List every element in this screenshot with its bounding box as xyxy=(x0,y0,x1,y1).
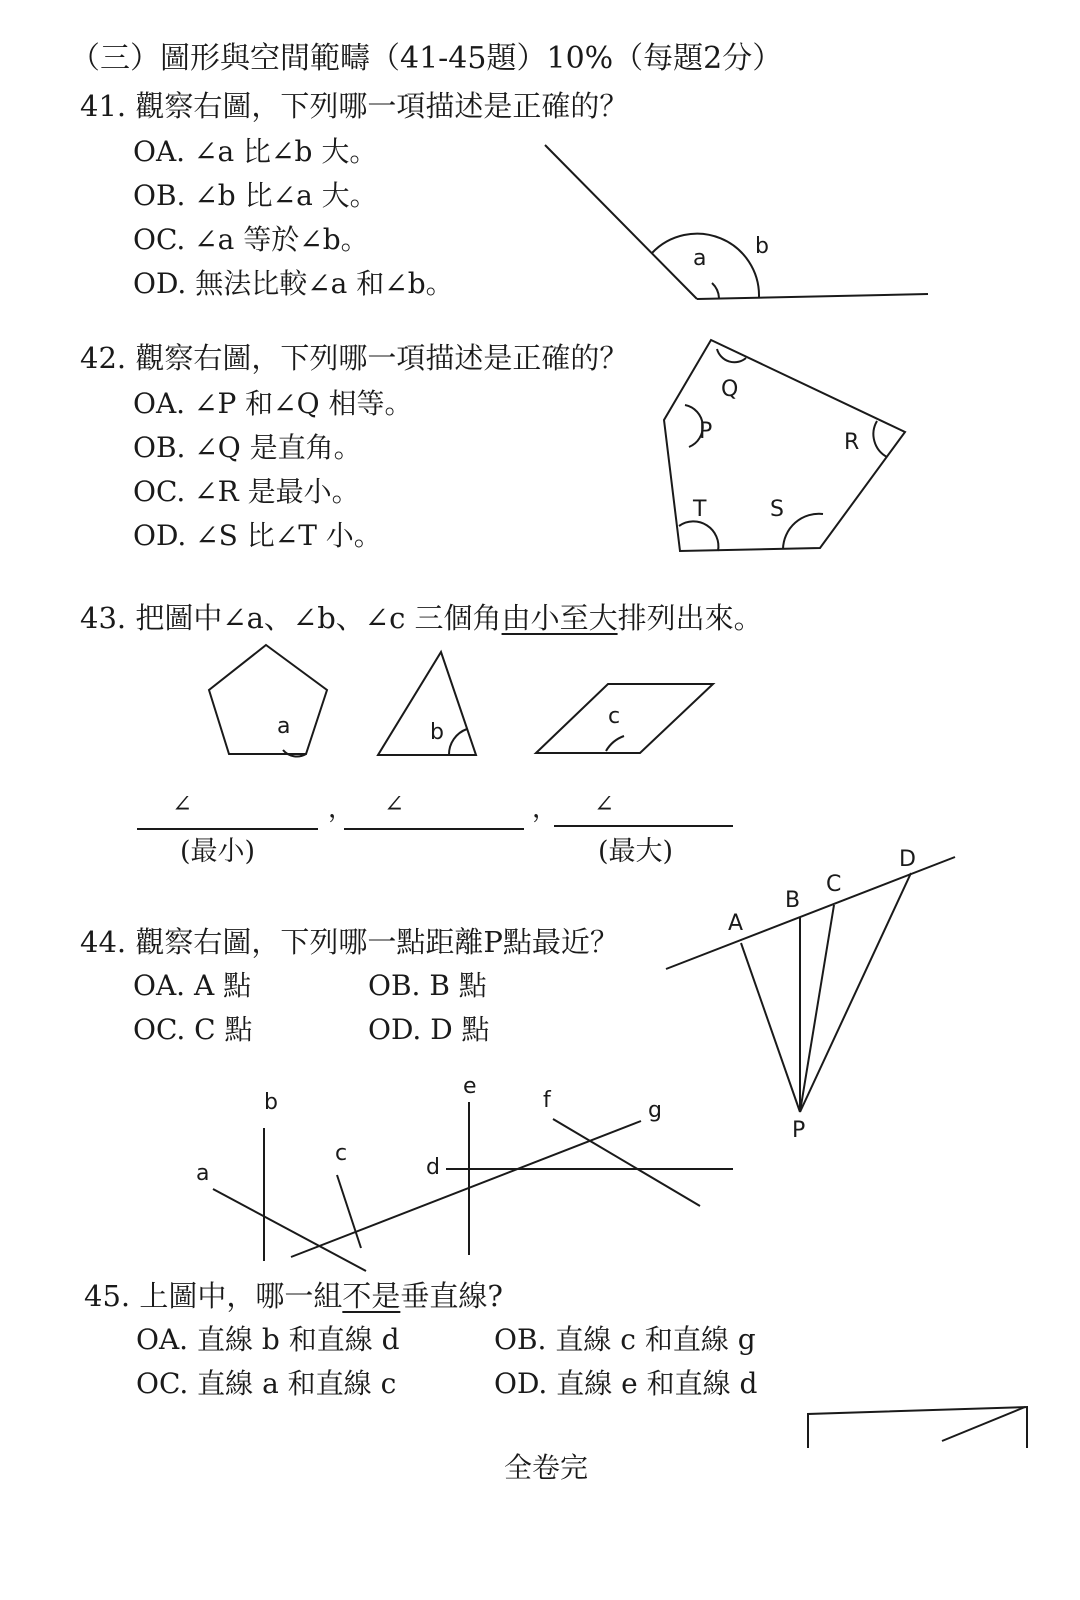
q44-distance-figure xyxy=(666,857,955,1112)
q41-label-b: b xyxy=(755,234,769,259)
q43-label-b: b xyxy=(430,720,444,745)
q42-option-a[interactable]: OA. ∠P 和∠Q 相等。 xyxy=(133,387,413,420)
q42-label-t: T xyxy=(693,497,707,522)
q43-stem-prefix: 43. 把圖中∠a、∠b、∠c 三個角 xyxy=(80,601,502,635)
q43-blank1-angle: ∠ xyxy=(172,790,193,818)
section-title: （三）圖形與空間範疇（41-45題）10%（每題2分） xyxy=(70,41,783,76)
q45-line-a xyxy=(213,1189,366,1271)
q42-label-q: Q xyxy=(721,377,739,402)
q45-label-e: e xyxy=(463,1074,477,1099)
q44-label-d: D xyxy=(899,847,916,872)
q43-label-a: a xyxy=(277,714,291,739)
q45-option-b[interactable]: OB. 直線 c 和直線 g xyxy=(494,1323,756,1356)
q44-stem: 44. 觀察右圖，下列哪一點距離P點最近？ xyxy=(80,925,619,959)
q44-label-a: A xyxy=(728,911,744,936)
q43-arc-c xyxy=(606,736,624,751)
q43-comma2: ， xyxy=(532,794,559,824)
q45-label-f: f xyxy=(543,1088,551,1113)
q41-stem: 41. 觀察右圖，下列哪一項描述是正確的？ xyxy=(80,89,629,123)
q42-option-d[interactable]: OD. ∠S 比∠T 小。 xyxy=(133,519,382,552)
q45-stem-prefix: 45. 上圖中，哪一組 xyxy=(84,1279,343,1313)
q42-label-p: P xyxy=(699,419,713,444)
q41-ray-base xyxy=(697,294,928,299)
q45-stem-emphasis: 不是 xyxy=(342,1279,401,1313)
footer-end-text: 全卷完 xyxy=(504,1451,589,1484)
q45-label-d: d xyxy=(426,1155,440,1180)
q42-arc-r xyxy=(873,421,887,457)
q43-stem-emphasis: 由小至大 xyxy=(501,601,618,635)
partial-figure-bottom xyxy=(808,1407,1027,1448)
q41-option-b[interactable]: OB. ∠b 比∠a 大。 xyxy=(133,179,378,212)
q44-segment-pd xyxy=(800,873,911,1112)
q44-option-a[interactable]: OA. A 點 xyxy=(133,969,252,1002)
q45-label-g: g xyxy=(648,1098,662,1123)
q41-option-d[interactable]: OD. 無法比較∠a 和∠b。 xyxy=(133,267,454,300)
q42-arc-s xyxy=(783,514,823,549)
partial-figure-frame xyxy=(808,1407,1027,1448)
q43-stem-suffix: 排列出來。 xyxy=(617,601,763,635)
q44-segment-pc xyxy=(800,905,834,1112)
q43-arc-b xyxy=(449,729,467,755)
q45-label-a: a xyxy=(196,1161,210,1186)
q42-label-r: R xyxy=(844,430,860,455)
q45-option-d[interactable]: OD. 直線 e 和直線 d xyxy=(494,1367,758,1400)
q44-label-c: C xyxy=(826,872,842,897)
q43-pentagon xyxy=(209,645,327,754)
q43-label-c: c xyxy=(608,704,621,729)
q44-segment-pa xyxy=(741,943,800,1112)
q44-label-p: P xyxy=(792,1118,806,1143)
q44-option-b[interactable]: OB. B 點 xyxy=(368,969,487,1002)
q43-comma1: ， xyxy=(328,794,355,824)
q43-blank3-angle: ∠ xyxy=(594,790,615,818)
q45-option-c[interactable]: OC. 直線 a 和直線 c xyxy=(136,1367,397,1400)
q44-label-b: B xyxy=(785,888,801,913)
q42-arc-t xyxy=(679,521,718,551)
q45-stem-suffix: 垂直線? xyxy=(400,1279,503,1313)
q44-option-d[interactable]: OD. D 點 xyxy=(368,1013,490,1046)
q43-triangle xyxy=(378,652,476,755)
q45-label-c: c xyxy=(335,1141,348,1166)
q42-option-b[interactable]: OB. ∠Q 是直角。 xyxy=(133,431,362,464)
q43-blank2-angle: ∠ xyxy=(384,790,405,818)
partial-figure-diagonal xyxy=(942,1407,1025,1441)
q41-angle-figure xyxy=(545,145,928,299)
q42-stem: 42. 觀察右圖，下列哪一項描述是正確的？ xyxy=(80,341,629,375)
q45-label-b: b xyxy=(264,1090,278,1115)
q43-parallelogram xyxy=(536,684,713,753)
q44-option-c[interactable]: OC. C 點 xyxy=(133,1013,253,1046)
q41-label-a: a xyxy=(693,246,707,271)
q41-option-a[interactable]: OA. ∠a 比∠b 大。 xyxy=(133,135,378,168)
q45-line-f xyxy=(553,1119,700,1206)
q45-lines-figure xyxy=(213,1098,733,1271)
q41-option-c[interactable]: OC. ∠a 等於∠b。 xyxy=(133,223,369,256)
q43-smallest-label: (最小) xyxy=(180,836,256,867)
q43-largest-label: (最大) xyxy=(598,836,674,867)
q42-label-s: S xyxy=(770,497,784,522)
q45-option-a[interactable]: OA. 直線 b 和直線 d xyxy=(136,1323,400,1356)
q41-arc-a xyxy=(712,283,719,298)
q42-option-c[interactable]: OC. ∠R 是最小。 xyxy=(133,475,360,508)
q41-ray-upper xyxy=(545,145,697,299)
